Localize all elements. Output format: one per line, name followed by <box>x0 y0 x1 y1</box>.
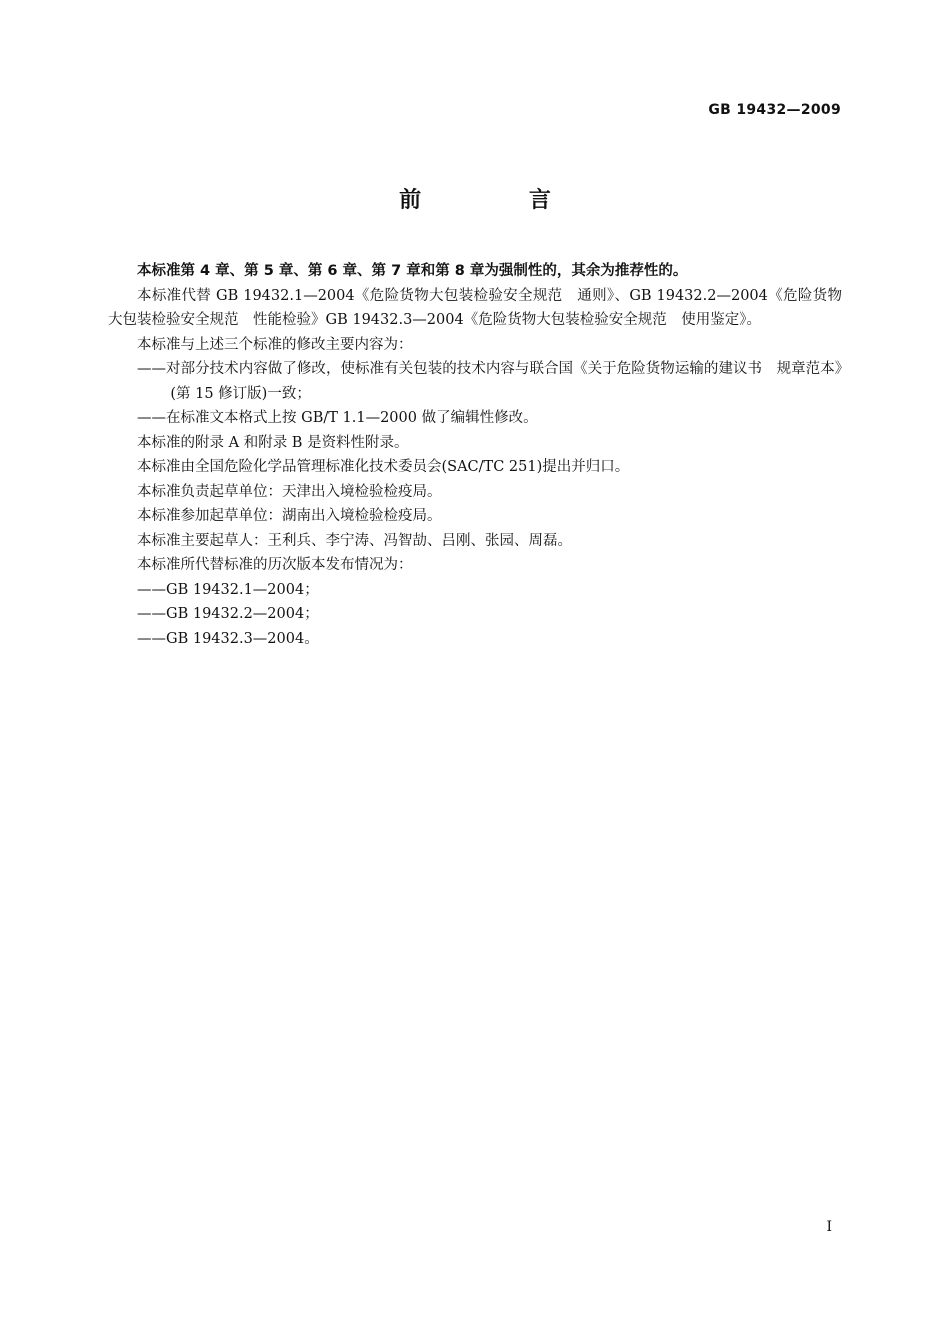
list-item-history: ——GB 19432.2—2004； <box>137 606 319 622</box>
list-item-history: ——GB 19432.1—2004； <box>137 581 319 598</box>
paragraph-proposer: 本标准由全国危险化学品管理标准化技术委员会(SAC/TC 251)提出并归口。 <box>137 459 630 475</box>
paragraph-drafting-unit: 本标准负责起草单位：天津出入境检验检疫局。 <box>137 483 442 500</box>
paragraph-participating-unit: 本标准参加起草单位：湖南出入境检验检疫局。 <box>137 508 442 524</box>
paragraph-changes-intro: 本标准与上述三个标准的修改主要内容为： <box>137 336 413 353</box>
page-title: 前 言 <box>399 188 601 213</box>
paragraph-history-intro: 本标准所代替标准的历次版本发布情况为： <box>137 557 413 573</box>
standard-number: GB 19432—2009 <box>708 102 841 118</box>
list-item-change-format: ——在标准文本格式上按 GB/T 1.1—2000 做了编辑性修改。 <box>137 410 538 426</box>
list-item-change-technical: ——对部分技术内容做了修改，使标准有关包装的技术内容与联合国《关于危险货物运输的建议书 规章范本》(第 15 修订版)一致； <box>137 361 842 402</box>
paragraph-mandatory-chapters: 本标准第 4 章、第 5 章、第 6 章、第 7 章和第 8 章为强制性的，其余为推荐性的。 <box>137 263 688 279</box>
foreword-body <box>108 259 842 651</box>
paragraph-replaces: 本标准代替 GB 19432.1—2004《危险货物大包装检验安全规范 通则》、GB 19432.2—2004《危险货物大包装检验安全规范 性能检验》GB 19432.3—2004《危险货物大包装检验安全规范 使用鉴定》。 <box>108 287 842 328</box>
list-item-history: ——GB 19432.3—2004。 <box>137 630 319 647</box>
paragraph-drafters: 本标准主要起草人：王利兵、李宁涛、冯智劼、吕刚、张园、周磊。 <box>137 532 572 549</box>
paragraph-annexes: 本标准的附录 A 和附录 B 是资料性附录。 <box>137 434 409 451</box>
page-number: I <box>826 1219 832 1235</box>
